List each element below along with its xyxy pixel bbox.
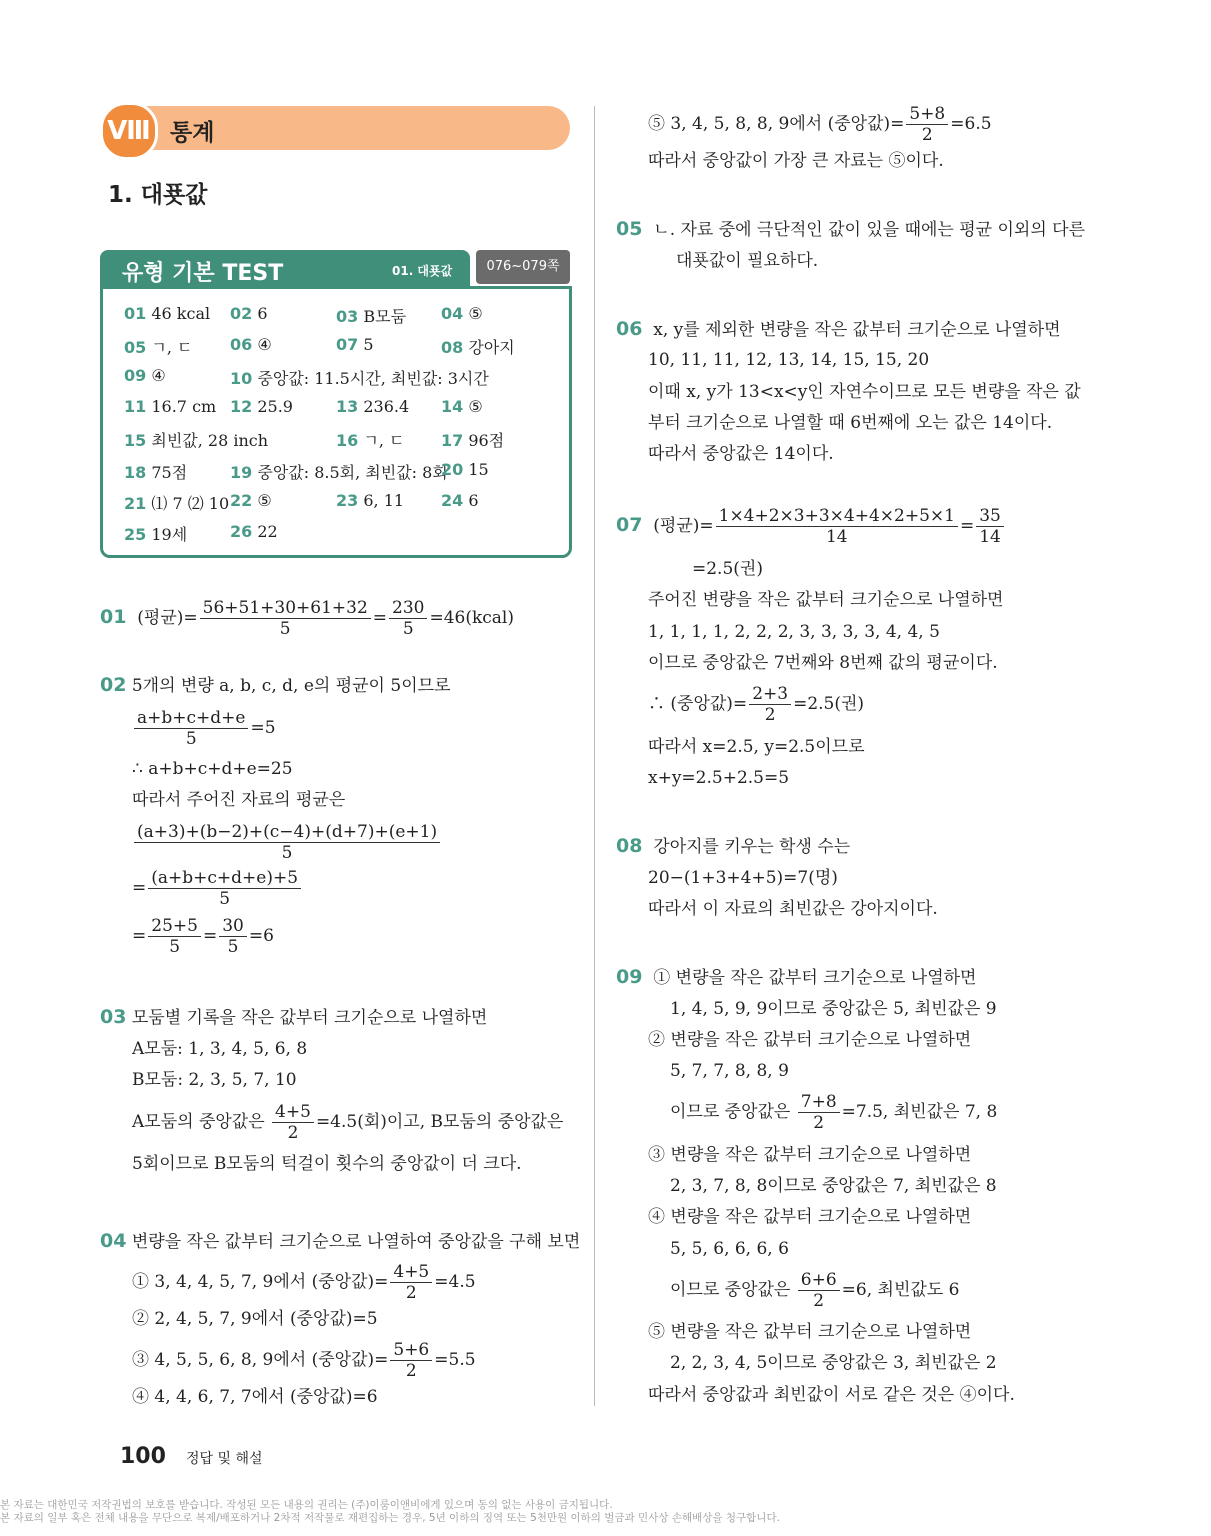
- chapter-title: 통계: [170, 120, 215, 146]
- solution-01: 01 (평균)= $\frac{56+51+30+61+32}{5}$ = $\frac{230}{5}$ =46(kcal): [100, 598, 515, 639]
- page-range-tag: 076~079쪽: [476, 250, 570, 284]
- answer-item: 20 15: [441, 460, 489, 479]
- answer-item: 13 236.4: [336, 397, 410, 416]
- chapter-number: Ⅷ: [100, 102, 158, 160]
- solution-09: 09 ① 변량을 작은 값부터 크기순으로 나열하면: [616, 966, 977, 988]
- answer-item: 10 중앙값: 11.5시간, 최빈값: 3시간: [230, 369, 489, 388]
- answer-item: 17 96점: [441, 431, 505, 450]
- solution-06: 06 x, y를 제외한 변량을 작은 값부터 크기순으로 나열하면: [616, 318, 1061, 340]
- page-number: 100: [120, 1444, 166, 1469]
- answer-item: 22 ⑤: [230, 491, 272, 510]
- solution-02: 02 5개의 변량 a, b, c, d, e의 평균이 5이므로: [100, 674, 451, 696]
- answer-item: 11 16.7 cm: [124, 397, 217, 416]
- answer-item: 04 ⑤: [441, 304, 483, 323]
- answer-item: 25 19세: [124, 525, 188, 544]
- answer-item: 15 최빈값, 28 inch: [124, 431, 269, 450]
- answer-item: 03 B모둠: [336, 307, 407, 326]
- section-title: 1. 대푯값: [108, 182, 208, 208]
- copyright-line-2: 본 자료의 일부 혹은 전체 내용을 무단으로 복제/배포하거나 2차적 저작물로 재편집하는 경우, 5년 이하의 징역 또는 5천만원 이하의 벌금과 민사상 손해배상을 청구합니다.: [0, 1512, 780, 1524]
- answer-item: 07 5: [336, 335, 374, 354]
- answer-box-subtitle: 01. 대푯값: [392, 264, 453, 278]
- solution-07: 07 (평균)= $\frac{1\times 4+2\times 3+3\times 4+4\times 2+5\times 1}{14}$ = $\frac{35}{14}$: [616, 506, 1006, 547]
- answer-box-title: 유형 기본 TEST: [122, 261, 284, 286]
- answer-item: 08 강아지: [441, 338, 515, 357]
- answer-item: 12 25.9: [230, 397, 293, 416]
- copyright-line-1: 본 자료는 대한민국 저작권법의 보호를 받습니다. 작성된 모든 내용의 권리는 (주)이룸이앤비에게 있으며 동의 없는 사용이 금지됩니다.: [0, 1499, 613, 1511]
- answer-item: 02 6: [230, 304, 268, 323]
- solution-04: 04 변량을 작은 값부터 크기순으로 나열하여 중앙값을 구해 보면: [100, 1230, 581, 1252]
- answer-item: 05 ㄱ, ㄷ: [124, 338, 193, 357]
- answer-item: 23 6, 11: [336, 491, 405, 510]
- answer-item: 24 6: [441, 491, 479, 510]
- solution-08: 08 강아지를 키우는 학생 수는: [616, 835, 851, 857]
- answer-item: 14 ⑤: [441, 397, 483, 416]
- answer-item: 19 중앙값: 8.5회, 최빈값: 8회: [230, 463, 448, 482]
- answer-item: 01 46 kcal: [124, 304, 211, 323]
- answer-item: 16 ㄱ, ㄷ: [336, 431, 405, 450]
- answer-item: 18 75점: [124, 463, 188, 482]
- solution-03: 03 모둠별 기록을 작은 값부터 크기순으로 나열하면: [100, 1006, 488, 1028]
- answer-item: 09 ④: [124, 366, 166, 385]
- column-divider: [594, 106, 595, 1406]
- footer-label: 정답 및 해설: [186, 1451, 263, 1467]
- solution-05: 05 ㄴ. 자료 중에 극단적인 값이 있을 때에는 평균 이외의 다른: [616, 218, 1086, 240]
- answer-item: 06 ④: [230, 335, 272, 354]
- answer-item: 21 ⑴ 7 ⑵ 10: [124, 494, 230, 513]
- answer-item: 26 22: [230, 522, 278, 541]
